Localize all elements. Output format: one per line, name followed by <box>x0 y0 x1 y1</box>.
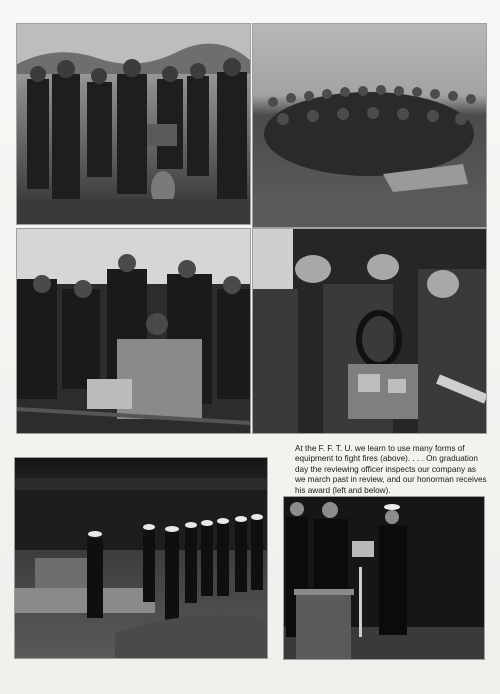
photo-pump-closeup <box>253 229 486 433</box>
photo-trainees-with-equipment <box>17 24 250 224</box>
photo-trainees-with-pump <box>17 229 250 433</box>
photo-company-pass-in-review <box>15 458 267 658</box>
page-caption: At the F. F. T. U. we learn to use many forms of equipment to fight fires (above). . . . On graduation day the reviewing officer inspects our company as we march past in review, and our honorman receives his award (left and below). <box>295 444 487 495</box>
photo-company-seated-outdoors <box>253 24 486 227</box>
photo-honorman-award <box>284 497 484 659</box>
